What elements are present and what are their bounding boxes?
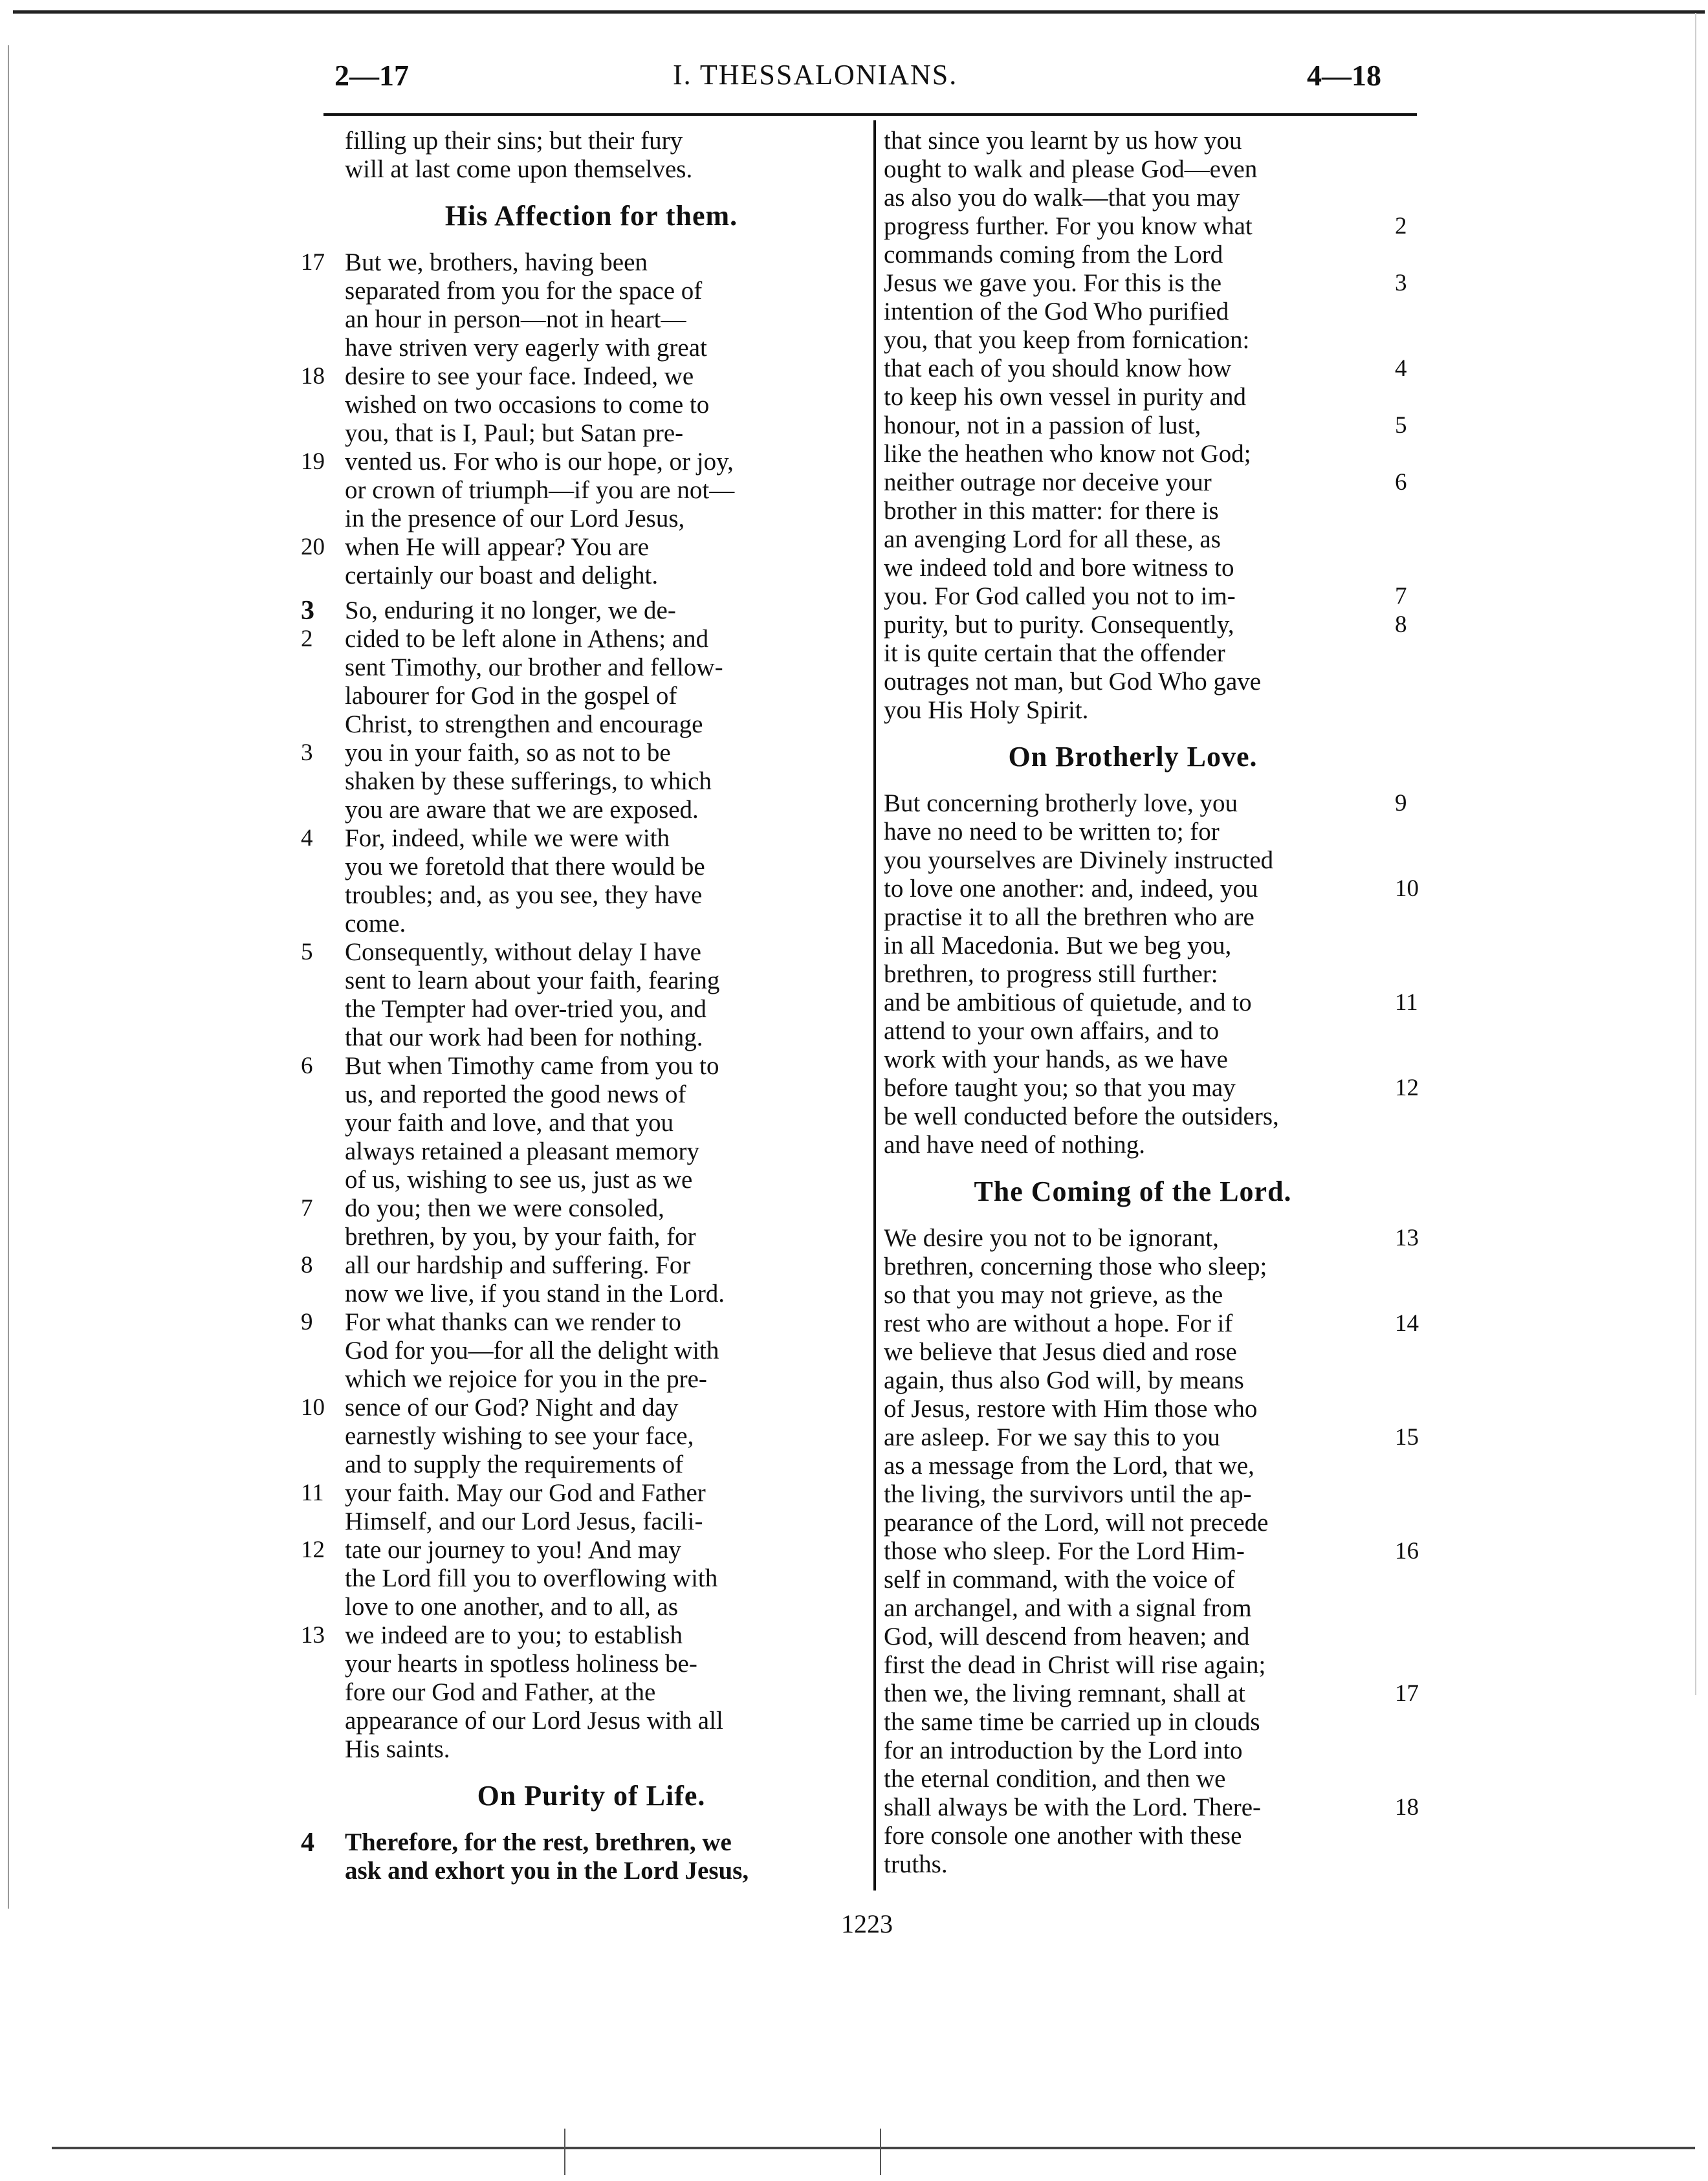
line-text: wished on two occasions to come to [345,391,710,419]
verse-number: 17 [301,249,325,276]
text-line [345,1365,838,1394]
line-text: So, enduring it no longer, we de- [345,597,676,624]
text-line [345,881,838,910]
line-text: love to one another, and to all, as [345,1593,679,1621]
verse-number: 6 [301,1053,313,1079]
text-line [884,440,1382,468]
line-text: brethren, to progress still further: [884,960,1218,988]
line-text: vented us. For who is our hope, or joy, [345,448,734,476]
page-number: 1223 [841,1909,893,1938]
text-line [884,497,1382,525]
text-line [884,696,1382,725]
verse-number: 15 [1395,1424,1419,1451]
text-line [884,582,1407,611]
line-text: fore our God and Father, at the [345,1678,656,1706]
section-heading: On Purity of Life. [477,1780,706,1812]
verse-number: 13 [301,1622,325,1649]
line-text: come. [345,910,406,937]
line-text: always retained a pleasant memory [345,1137,699,1165]
line-text: as also you do walk—that you may [884,184,1240,212]
line-text: an hour in person—not in heart— [345,305,686,333]
line-text: tate our journey to you! And may [345,1536,681,1564]
text-line [345,505,838,533]
line-text: the same time be carried up in clouds [884,1708,1260,1736]
paragraph [345,127,838,184]
line-text: fore console one another with these [884,1822,1242,1850]
text-line [301,1621,838,1650]
paragraph [884,127,1407,725]
text-line [345,1166,838,1194]
line-text: honour, not in a passion of lust, [884,411,1201,439]
text-line [884,554,1382,582]
line-text: progress further. For you know what [884,212,1253,240]
line-text: that since you learnt by us how you [884,127,1242,155]
line-text: it is quite certain that the offender [884,639,1225,667]
header-rule [323,113,1417,116]
line-text: we indeed are to you; to establish [345,1621,683,1649]
line-text: truths. [884,1850,948,1878]
verse-number: 11 [301,1480,324,1506]
text-line [301,1194,838,1223]
text-line [301,248,838,277]
text-line [301,533,838,562]
text-line [884,1366,1382,1395]
chapter-number: 3 [301,596,314,626]
line-text: those who sleep. For the Lord Him- [884,1537,1245,1565]
line-text: brethren, by you, by your faith, for [345,1223,696,1251]
text-line [345,653,838,682]
text-line [884,1046,1382,1074]
line-text: filling up their sins; but their fury [345,127,683,155]
text-line [884,1850,1382,1879]
text-line [345,476,838,505]
line-text: your faith and love, and that you [345,1109,673,1137]
line-text: neither outrage nor deceive your [884,468,1212,496]
text-line [884,1395,1382,1423]
line-text: pearance of the Lord, will not precede [884,1509,1269,1537]
line-text: troubles; and, as you see, they have [345,881,703,909]
line-text: the Lord fill you to overflowing with [345,1564,718,1592]
text-line [345,1564,838,1593]
text-line [884,298,1382,326]
line-text: now we live, if you stand in the Lord. [345,1280,725,1308]
line-text: an avenging Lord for all these, as [884,525,1221,553]
line-text: do you; then we were consoled, [345,1194,664,1222]
line-text: shaken by these sufferings, to which [345,767,712,795]
text-line [884,960,1382,989]
verse-number: 17 [1395,1680,1419,1707]
line-text: brethren, concerning those who sleep; [884,1253,1267,1280]
text-line [345,1422,838,1451]
line-text: the living, the survivors until the ap- [884,1480,1252,1508]
line-text: For what thanks can we render to [345,1308,681,1336]
section-heading: His Affection for them. [444,200,738,232]
line-text: that each of you should know how [884,355,1232,382]
text-line [301,1308,838,1337]
text-line [301,938,838,967]
text-line [301,1828,838,1858]
line-text: cided to be left alone in Athens; and [345,625,709,653]
right-column [884,127,1419,1885]
verse-number: 18 [1395,1794,1419,1821]
text-line [345,1451,838,1479]
line-text: as a message from the Lord, that we, [884,1452,1254,1480]
line-text: to love one another: and, indeed, you [884,875,1258,903]
verse-number: 13 [1395,1225,1419,1251]
line-text: But when Timothy came from you to [345,1052,719,1080]
text-line [884,1017,1382,1046]
text-line [345,334,838,362]
text-line [345,1137,838,1166]
line-text: you we foretold that there would be [345,853,705,881]
verse-number: 2 [301,626,313,652]
line-text: earnestly wishing to see your face, [345,1422,694,1450]
line-text: attend to your own affairs, and to [884,1017,1220,1045]
text-line [345,710,838,739]
text-line [301,1536,838,1564]
text-line [345,853,838,881]
line-text: be well conducted before the outsiders, [884,1102,1279,1130]
text-line [345,1337,838,1365]
line-text: work with your hands, as we have [884,1046,1228,1073]
line-text: God for you—for all the delight with [345,1337,719,1364]
line-text: shall always be with the Lord. There- [884,1793,1262,1821]
text-line [301,448,838,476]
line-text: Consequently, without delay I have [345,938,701,966]
line-text: But concerning brotherly love, you [884,789,1238,817]
line-text: you are aware that we are exposed. [345,796,699,824]
verse-number: 11 [1395,989,1418,1016]
line-text: Himself, and our Lord Jesus, facili- [345,1507,703,1535]
line-text: certainly our boast and delight. [345,562,659,589]
line-text: for an introduction by the Lord into [884,1737,1243,1764]
chapter-number: 4 [301,1828,314,1858]
line-text: intention of the God Who purified [884,298,1229,325]
verse-number: 9 [301,1309,313,1335]
verse-number: 4 [1395,355,1407,382]
line-text: Christ, to strengthen and encourage [345,710,703,738]
scan-border-top [13,10,1705,14]
paragraph [301,248,838,590]
text-line [884,989,1418,1017]
verse-number: 19 [301,448,325,475]
line-text: self in command, with the voice of [884,1566,1235,1594]
text-line [884,411,1407,440]
line-text: an archangel, and with a signal from [884,1594,1252,1622]
line-text: we indeed told and bore witness to [884,554,1234,582]
text-line [884,269,1407,298]
text-line [884,932,1382,960]
line-text: you His Holy Spirit. [884,696,1089,724]
line-text: purity, but to purity. Consequently, [884,611,1234,639]
line-text: outrages not man, but God Who gave [884,668,1262,696]
line-text: the eternal condition, and then we [884,1765,1226,1793]
text-line [884,1074,1419,1102]
paragraph [884,1224,1419,1879]
verse-number: 6 [1395,469,1407,496]
line-text: your hearts in spotless holiness be- [345,1650,697,1678]
text-line [884,1680,1419,1708]
line-text: you yourselves are Divinely instructed [884,846,1274,874]
text-line [884,1708,1382,1737]
line-text: For, indeed, while we were with [345,824,670,852]
text-line [884,1281,1382,1310]
verse-number: 7 [301,1195,313,1222]
text-line [345,796,838,824]
paragraph [884,789,1419,1159]
line-text: sent to learn about your faith, fearing [345,967,720,994]
text-line [345,1593,838,1621]
text-line [301,362,838,391]
text-line [884,1480,1382,1509]
text-line [301,824,838,853]
line-text: the Tempter had over-tried you, and [345,995,706,1023]
line-text: sent Timothy, our brother and fellow- [345,653,723,681]
verse-number: 3 [1395,270,1407,296]
line-text: labourer for God in the gospel of [345,682,677,710]
running-head-right: 4—18 [1307,59,1381,92]
line-text: in the presence of our Lord Jesus, [345,505,685,532]
line-text: brother in this matter: for there is [884,497,1219,525]
line-text: we believe that Jesus died and rose [884,1338,1237,1366]
text-line [345,1109,838,1137]
text-line [345,562,838,590]
scan-border-left [8,45,9,1909]
running-head-title: I. THESSALONIANS. [673,59,958,91]
line-text: and be ambitious of quietude, and to [884,989,1252,1016]
text-line [884,1566,1382,1594]
line-text: when He will appear? You are [345,533,650,561]
text-line [884,326,1382,355]
left-column [301,127,838,1892]
scan-border-right [1695,13,1696,1695]
line-text: We desire you not to be ignorant, [884,1224,1219,1252]
line-text: or crown of triumph—if you are not— [345,476,735,504]
line-text: again, thus also God will, by means [884,1366,1244,1394]
text-line [345,1280,838,1308]
text-line [884,903,1382,932]
line-text: like the heathen who know not God; [884,440,1251,468]
text-line [345,1080,838,1109]
text-line [345,1223,838,1251]
text-line [884,383,1382,411]
text-line [301,1479,838,1507]
line-text: will at last come upon themselves. [345,155,693,183]
line-text: all our hardship and suffering. For [345,1251,691,1279]
text-line [345,1024,838,1052]
text-line [301,1251,838,1280]
line-text: Jesus we gave you. For this is the [884,269,1222,297]
text-line [301,1394,838,1422]
scan-border-bottom [52,2147,1695,2149]
verse-number: 14 [1395,1310,1419,1337]
verse-number: 2 [1395,213,1407,239]
text-line [884,184,1382,212]
line-text: so that you may not grieve, as the [884,1281,1223,1309]
text-line [345,391,838,419]
text-line [345,1735,838,1764]
text-line [884,1537,1419,1566]
text-line [884,818,1382,846]
text-line [884,1822,1382,1850]
verse-number: 3 [301,740,313,766]
verse-number: 5 [1395,412,1407,439]
text-line [884,1452,1382,1480]
text-line [345,1707,838,1735]
line-text: us, and reported the good news of [345,1080,686,1108]
paragraph [301,596,838,1764]
line-text: ask and exhort you in the Lord Jesus, [345,1857,749,1885]
text-line [884,1623,1382,1651]
text-line [345,767,838,796]
line-text: commands coming from the Lord [884,241,1223,269]
text-line [884,668,1382,696]
text-line [884,1224,1419,1253]
text-line [301,625,838,653]
text-line [884,468,1407,497]
line-text: Therefore, for the rest, brethren, we [345,1828,732,1856]
line-text: appearance of our Lord Jesus with all [345,1707,723,1735]
text-line [345,910,838,938]
text-line [301,596,838,626]
text-line [884,875,1419,903]
verse-number: 12 [301,1537,325,1563]
line-text: then we, the living remnant, shall at [884,1680,1245,1707]
text-line [884,1793,1419,1822]
scan-mark [880,2129,881,2175]
text-line [884,1651,1382,1680]
line-text: of us, wishing to see us, just as we [345,1166,693,1194]
text-line [345,1857,838,1885]
line-text: rest who are without a hope. For if [884,1310,1233,1337]
text-line [884,1253,1382,1281]
section-heading: The Coming of the Lord. [974,1176,1292,1207]
line-text: sence of our God? Night and day [345,1394,679,1421]
text-line [884,846,1382,875]
line-text: of Jesus, restore with Him those who [884,1395,1258,1423]
verse-number: 10 [301,1394,325,1421]
line-text: before taught you; so that you may [884,1074,1236,1102]
text-line [345,419,838,448]
verse-number: 8 [1395,611,1407,638]
text-line [884,355,1407,383]
text-line [884,611,1407,639]
text-line [301,739,838,767]
verse-number: 9 [1395,790,1407,817]
text-line [345,967,838,995]
line-text: desire to see your face. Indeed, we [345,362,694,390]
text-line [345,1650,838,1678]
text-line [345,277,838,305]
text-line [884,1509,1382,1537]
text-line [884,639,1382,668]
verse-number: 18 [301,363,325,389]
line-text: you, that you keep from fornication: [884,326,1250,354]
text-line [884,1765,1382,1793]
line-text: and have need of nothing. [884,1131,1145,1159]
text-line [884,1737,1382,1765]
verse-number: 20 [301,534,325,560]
line-text: have striven very eagerly with great [345,334,707,362]
line-text: are asleep. For we say this to you [884,1423,1220,1451]
text-line [884,789,1407,818]
text-line [884,127,1382,155]
line-text: separated from you for the space of [345,277,703,305]
line-text: first the dead in Christ will rise again; [884,1651,1266,1679]
line-text: practise it to all the brethren who are [884,903,1254,931]
line-text: you in your faith, so as not to be [345,739,671,767]
text-line [345,1507,838,1536]
text-line [884,155,1382,184]
text-line [884,212,1407,241]
verse-number: 5 [301,939,313,965]
text-line [884,1594,1382,1623]
line-text: that our work had been for nothing. [345,1024,703,1051]
text-line [345,127,838,155]
verse-number: 8 [301,1252,313,1278]
running-head-left: 2—17 [334,59,409,92]
verse-number: 7 [1395,583,1407,609]
line-text: to keep his own vessel in purity and [884,383,1246,411]
line-text: you, that is I, Paul; but Satan pre- [345,419,684,447]
line-text: you. For God called you not to im- [884,582,1236,610]
text-line [884,1338,1382,1366]
line-text: in all Macedonia. But we beg you, [884,932,1232,959]
line-text: His saints. [345,1735,450,1763]
scan-mark [564,2129,565,2175]
text-line [884,241,1382,269]
section-heading: On Brotherly Love. [1008,741,1258,773]
text-line [884,1102,1382,1131]
line-text: ought to walk and please God—even [884,155,1258,183]
text-line [345,1678,838,1707]
column-divider [873,120,876,1891]
verse-number: 12 [1395,1075,1419,1101]
text-line [884,525,1382,554]
text-line [884,1310,1419,1338]
text-line [884,1423,1419,1452]
text-line [301,1052,838,1080]
line-text: your faith. May our God and Father [345,1479,706,1507]
text-line [345,682,838,710]
line-text: But we, brothers, having been [345,248,648,276]
text-line [345,995,838,1024]
text-line [345,305,838,334]
verse-number: 16 [1395,1538,1419,1564]
line-text: and to supply the requirements of [345,1451,684,1478]
line-text: which we rejoice for you in the pre- [345,1365,707,1393]
paragraph [301,1828,838,1885]
text-line [884,1131,1382,1159]
verse-number: 4 [301,825,313,851]
text-line [345,155,838,184]
line-text: have no need to be written to; for [884,818,1220,846]
verse-number: 10 [1395,875,1419,902]
line-text: God, will descend from heaven; and [884,1623,1250,1650]
